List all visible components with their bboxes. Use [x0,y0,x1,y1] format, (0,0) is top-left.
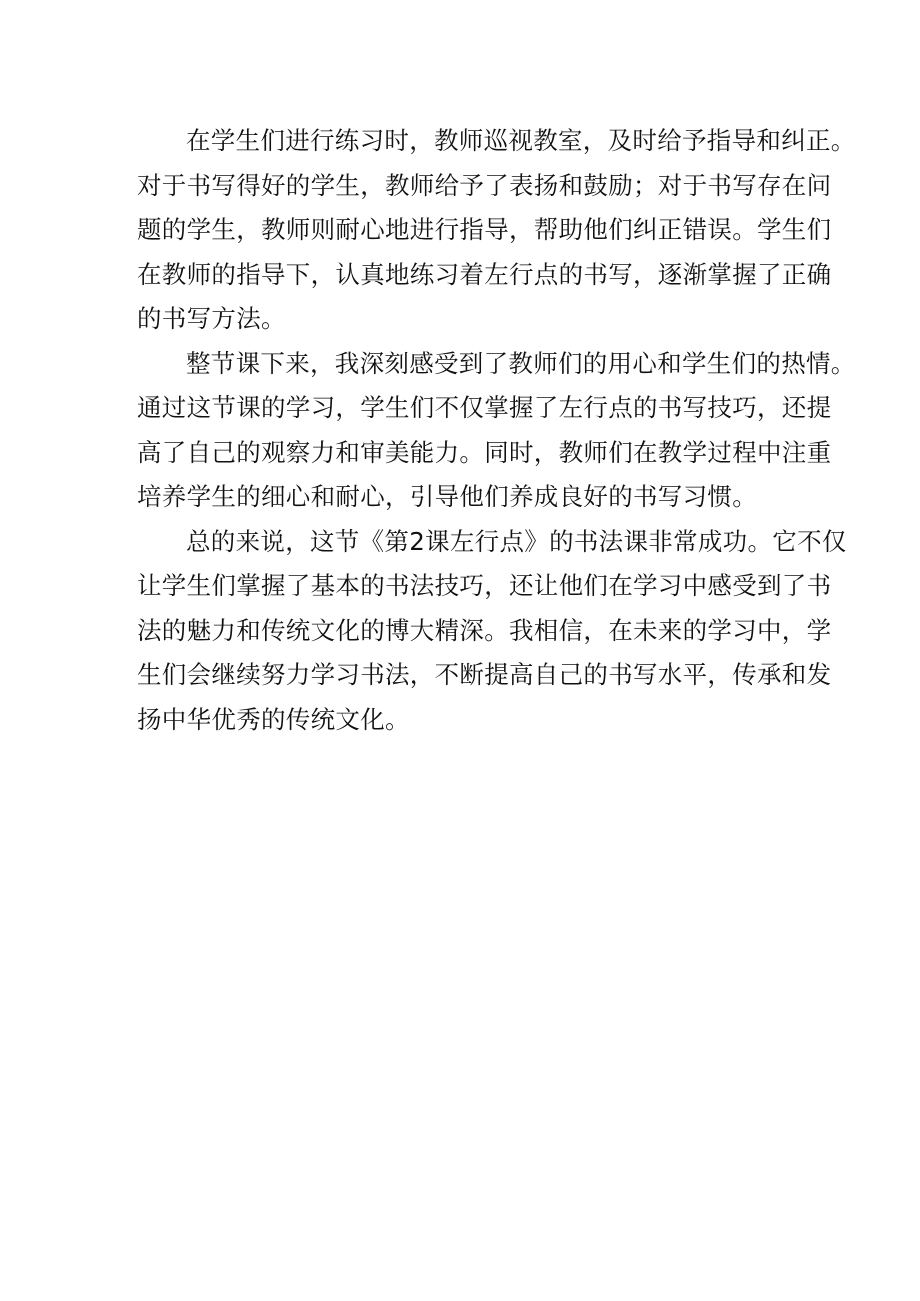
paragraph-line: 对于书写得好的学生，教师给予了表扬和鼓励；对于书写存在问 [137,170,832,200]
paragraph-line: 扬中华优秀的传统文化。 [137,704,410,734]
paragraph-line: 在教师的指导下，认真地练习着左行点的书写，逐渐掌握了正确 [137,259,832,289]
paragraph-line: 让学生们掌握了基本的书法技巧，还让他们在学习中感受到了书 [137,571,832,600]
paragraph-3 [137,520,847,743]
paragraph-line: 培养学生的细心和耐心，引导他们养成良好的书写习惯。 [137,482,757,511]
paragraph-line: 高了自己的观察力和审美能力。同时，教师们在教学过程中注重 [137,437,832,467]
paragraph-line: 生们会继续努力学习书法，不断提高自己的书写水平，传承和发 [137,660,832,689]
paragraph-line: 整节课下来，我深刻感受到了教师们的用心和学生们的热情。 [186,348,856,378]
paragraph-line: 总的来说，这节《第2课左行点》的书法课非常成功。它不仅 [186,526,847,556]
paragraph-1 [137,119,856,342]
document-body [137,119,856,742]
paragraph-line: 通过这节课的学习，学生们不仅掌握了左行点的书写技巧，还提 [137,393,832,422]
paragraph-line: 的书写方法。 [137,304,286,333]
paragraph-line: 题的学生，教师则耐心地进行指导，帮助他们纠正错误。学生们 [137,215,832,244]
paragraph-line: 在学生们进行练习时，教师巡视教室，及时给予指导和纠正。 [186,126,856,155]
paragraph-2 [137,342,856,520]
paragraph-line: 法的魅力和传统文化的博大精深。我相信，在未来的学习中，学 [137,615,832,645]
